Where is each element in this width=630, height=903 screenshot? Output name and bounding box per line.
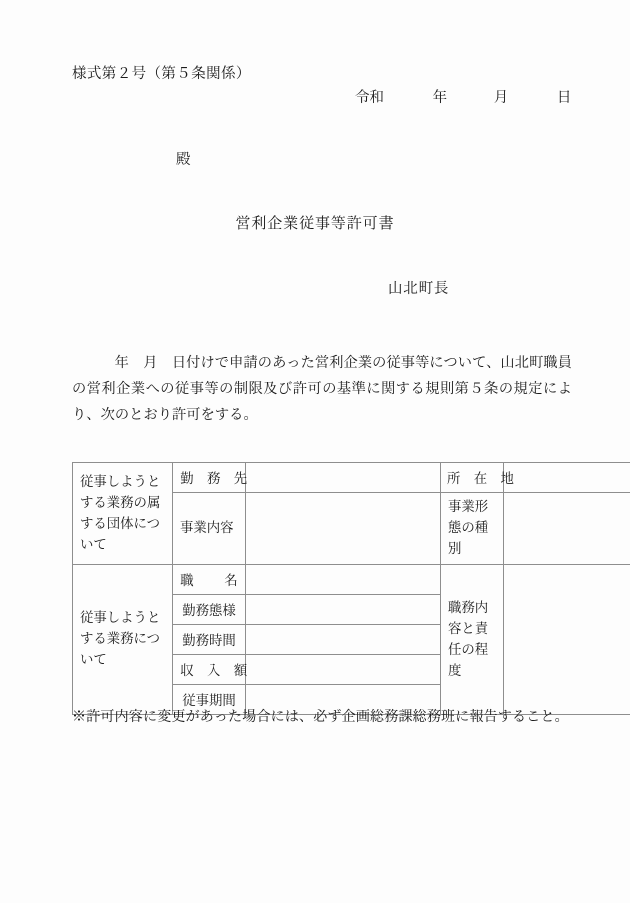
label-workplace: 勤 務 先 [180, 472, 248, 487]
value-income[interactable] [246, 655, 441, 685]
label-business-type: 事業形態の種別 [448, 500, 489, 557]
document-title: 営利企業従事等許可書 [235, 214, 395, 232]
value-address[interactable] [504, 463, 630, 493]
section-org-header-cell [73, 463, 173, 565]
value-business-content[interactable] [246, 493, 441, 565]
label-business-content: 事業内容 [180, 521, 234, 536]
footer-note: ※許可内容に変更があった場合には、必ず企画総務課総務班に報告すること。 [72, 709, 569, 725]
label-work-hours-cell [173, 625, 246, 655]
value-workplace[interactable] [246, 463, 441, 493]
label-work-style: 勤務態様 [182, 604, 236, 619]
label-workplace-cell [173, 463, 246, 493]
table-row [73, 565, 630, 595]
era-label: 令和 [355, 90, 384, 106]
label-duty-responsibility-cell [441, 565, 504, 715]
label-work-style-cell [173, 595, 246, 625]
label-address-cell [441, 463, 514, 493]
label-job-title-cell [173, 565, 246, 595]
value-work-style[interactable] [246, 595, 441, 625]
issuer-name: 山北町長 [388, 281, 450, 297]
label-business-type-cell [441, 493, 504, 565]
form-number: 様式第２号（第５条関係） [72, 66, 251, 82]
value-duty-responsibility[interactable] [504, 565, 630, 715]
body-paragraph: 年 月 日付けで申請のあった営利企業の従事等について、山北町職員の営利企業への従事等の制限及び許可の基準に関する規則第５条の規定により、次のとおり許可をする。 [72, 355, 572, 423]
date-line [355, 86, 571, 107]
label-business-content-cell [173, 493, 246, 565]
section-duty-header: 従事しようとする業務について [80, 611, 161, 668]
label-address: 所 在 地 [447, 472, 514, 487]
section-duty-header-cell [73, 565, 173, 715]
year-unit-label: 年 [432, 90, 448, 106]
value-job-title[interactable] [246, 565, 441, 595]
value-work-hours[interactable] [246, 625, 441, 655]
label-job-title: 職 名 [180, 574, 238, 589]
day-unit-label: 日 [556, 90, 572, 106]
permit-details-table [72, 462, 630, 715]
table-row [73, 463, 630, 493]
label-work-hours: 勤務時間 [182, 634, 236, 649]
addressee-honorific: 殿 [176, 152, 191, 168]
label-income: 収 入 額 [180, 664, 248, 679]
section-org-header: 従事しようとする業務の属する団体について [80, 474, 161, 553]
value-business-type[interactable] [504, 493, 630, 565]
label-duty-responsibility: 職務内容と責任の程度 [448, 600, 489, 679]
label-period: 従事期間 [182, 694, 236, 709]
label-income-cell [173, 655, 246, 685]
month-unit-label: 月 [493, 90, 509, 106]
